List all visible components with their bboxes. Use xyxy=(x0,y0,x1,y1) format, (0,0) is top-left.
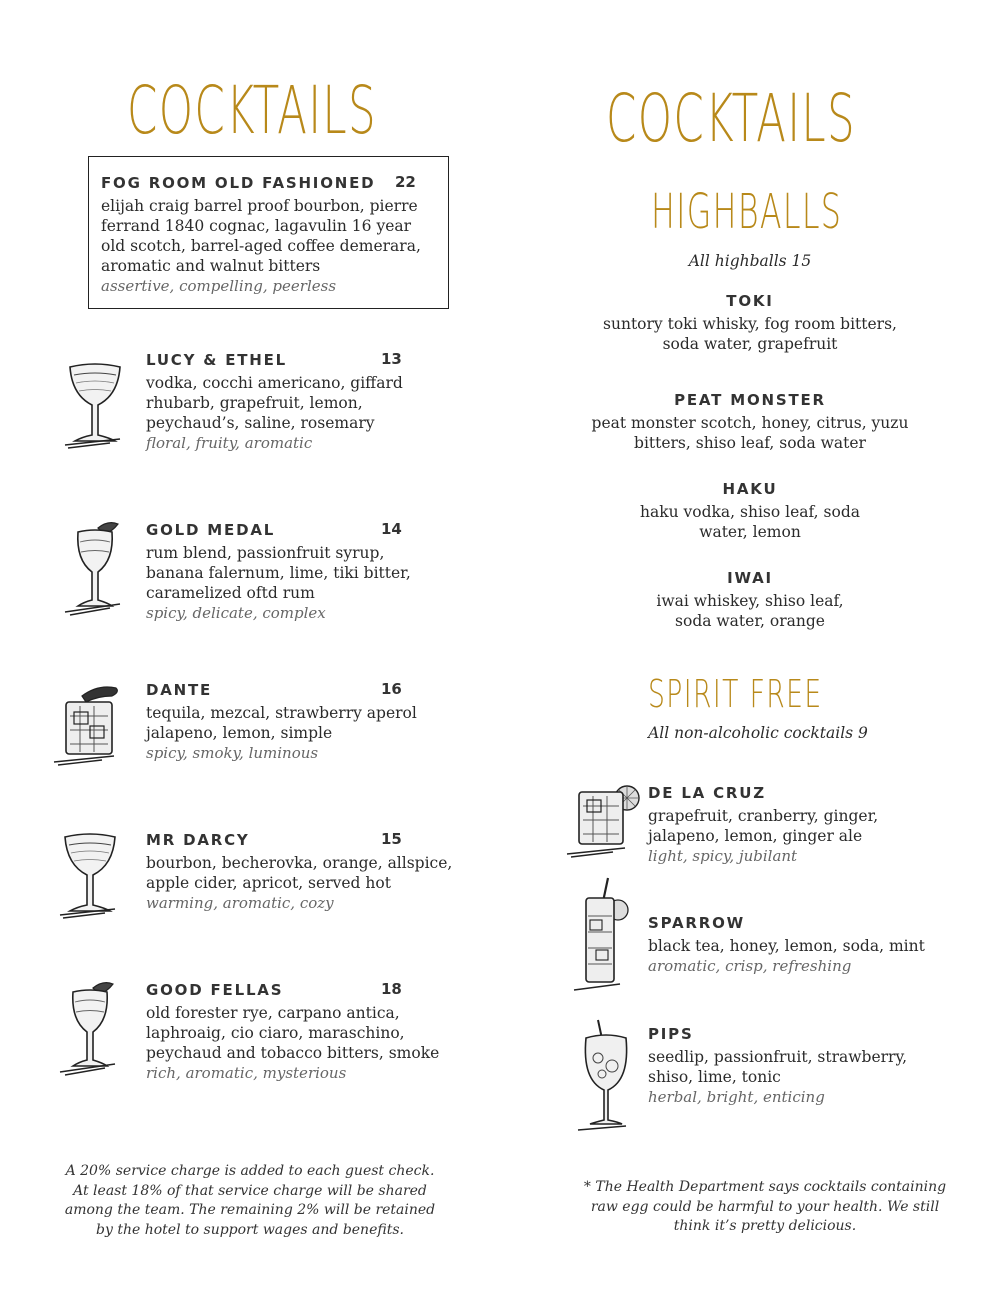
mocktail-item-de-la-cruz xyxy=(648,784,968,867)
featured-price: 22 xyxy=(395,173,416,191)
cocktail-desc: bourbon, becherovka, orange, allspice, apple cider, apricot, served hot xyxy=(146,854,453,892)
service-charge-note: A 20% service charge is added to each guest check. At least 18% of that service charge will be shared among the team. The remaining 2% will be retained by the hotel to support wages and benefits. xyxy=(64,1163,436,1238)
highball-name: TOKI xyxy=(726,292,774,310)
right-title: COCKTAILS xyxy=(606,80,856,157)
highball-item-peat-monster xyxy=(570,391,930,453)
cocktail-item-mr-darcy xyxy=(146,830,466,914)
highball-item-haku xyxy=(570,480,930,542)
coupe-glass-icon xyxy=(60,355,130,450)
cocktail-name: GOOD FELLAS xyxy=(146,981,284,999)
coupe-glass-icon xyxy=(55,825,125,920)
highball-desc: suntory toki whisky, fog room bitters, soda water, grapefruit xyxy=(603,315,897,353)
cocktail-item-good-fellas xyxy=(146,980,466,1084)
cocktail-tags: spicy, delicate, complex xyxy=(146,604,326,622)
cocktail-name: MR DARCY xyxy=(146,831,250,849)
featured-cocktail-box xyxy=(88,156,449,309)
health-department-note: * The Health Department says cocktails containing raw egg could be harmful to your health. We still think it’s pretty delicious. xyxy=(583,1179,947,1234)
rocks-glass-citrus-icon xyxy=(565,780,645,860)
collins-glass-icon xyxy=(572,876,642,994)
mocktail-desc: grapefruit, cranberry, ginger, jalapeno, lemon, ginger ale xyxy=(648,807,879,845)
mocktail-name: DE LA CRUZ xyxy=(648,784,766,802)
mocktail-item-pips xyxy=(648,1025,968,1108)
cocktail-price: 15 xyxy=(381,830,402,848)
nick-and-nora-glass-icon xyxy=(55,978,125,1078)
highball-desc: haku vodka, shiso leaf, soda water, lemon xyxy=(640,503,860,541)
highball-item-iwai xyxy=(570,569,930,631)
spirit-free-title: SPIRIT FREE xyxy=(648,672,823,716)
mocktail-tags: light, spicy, jubilant xyxy=(648,847,798,865)
cocktail-price: 14 xyxy=(381,520,402,538)
highballs-title: HIGHBALLS xyxy=(651,184,843,240)
left-title: COCKTAILS xyxy=(127,72,377,149)
mocktail-desc: black tea, honey, lemon, soda, mint xyxy=(648,937,925,955)
cocktail-desc: vodka, cocchi americano, giffard rhubarb, grapefruit, lemon, peychaud’s, saline, rosemary xyxy=(146,374,403,432)
mocktail-tags: aromatic, crisp, refreshing xyxy=(648,957,852,975)
highball-name: IWAI xyxy=(727,569,773,587)
cocktail-desc: rum blend, passionfruit syrup, banana falernum, lime, tiki bitter, caramelized oftd rum xyxy=(146,544,411,602)
cocktail-item-dante xyxy=(146,680,466,764)
cocktail-name: DANTE xyxy=(146,681,213,699)
cocktail-desc: tequila, mezcal, strawberry aperol jalapeno, lemon, simple xyxy=(146,704,417,742)
highballs-subtitle: All highballs 15 xyxy=(688,252,812,270)
spirit-free-subtitle: All non-alcoholic cocktails 9 xyxy=(648,724,868,742)
highball-item-toki xyxy=(570,292,930,354)
featured-name: FOG ROOM OLD FASHIONED xyxy=(101,174,376,192)
cocktail-tags: spicy, smoky, luminous xyxy=(146,744,319,762)
highball-name: PEAT MONSTER xyxy=(674,391,826,409)
mocktail-name: PIPS xyxy=(648,1025,694,1043)
highball-name: HAKU xyxy=(722,480,778,498)
mocktail-name: SPARROW xyxy=(648,914,746,932)
nick-and-nora-glass-icon xyxy=(60,518,130,618)
cocktail-item-gold-medal xyxy=(146,520,466,624)
mocktail-desc: seedlip, passionfruit, strawberry, shiso, lime, tonic xyxy=(648,1048,908,1086)
cocktail-tags: floral, fruity, aromatic xyxy=(146,434,313,452)
cocktail-price: 16 xyxy=(381,680,402,698)
cocktail-tags: rich, aromatic, mysterious xyxy=(146,1064,347,1082)
mocktail-item-sparrow xyxy=(648,914,968,977)
cocktail-name: LUCY & ETHEL xyxy=(146,351,288,369)
highball-desc: iwai whiskey, shiso leaf, soda water, orange xyxy=(656,592,844,630)
cocktail-name: GOLD MEDAL xyxy=(146,521,276,539)
cocktail-price: 13 xyxy=(381,350,402,368)
cocktail-price: 18 xyxy=(381,980,402,998)
highball-desc: peat monster scotch, honey, citrus, yuzu bitters, shiso leaf, soda water xyxy=(591,414,909,452)
mocktail-tags: herbal, bright, enticing xyxy=(648,1088,825,1106)
cocktail-desc: old forester rye, carpano antica, laphroaig, cio ciaro, maraschino, peychaud and tobacco bitters, smoke xyxy=(146,1004,440,1062)
featured-tags: assertive, compelling, peerless xyxy=(101,277,337,295)
cocktail-item-lucy-ethel xyxy=(146,350,466,454)
featured-desc: elijah craig barrel proof bourbon, pierre ferrand 1840 cognac, lagavulin 16 year old scotch, barrel-aged coffee demerara, aromatic and walnut bitters xyxy=(101,197,421,275)
wine-glass-icon xyxy=(576,1018,636,1134)
cocktail-tags: warming, aromatic, cozy xyxy=(146,894,334,912)
rocks-glass-pepper-icon xyxy=(52,682,127,767)
